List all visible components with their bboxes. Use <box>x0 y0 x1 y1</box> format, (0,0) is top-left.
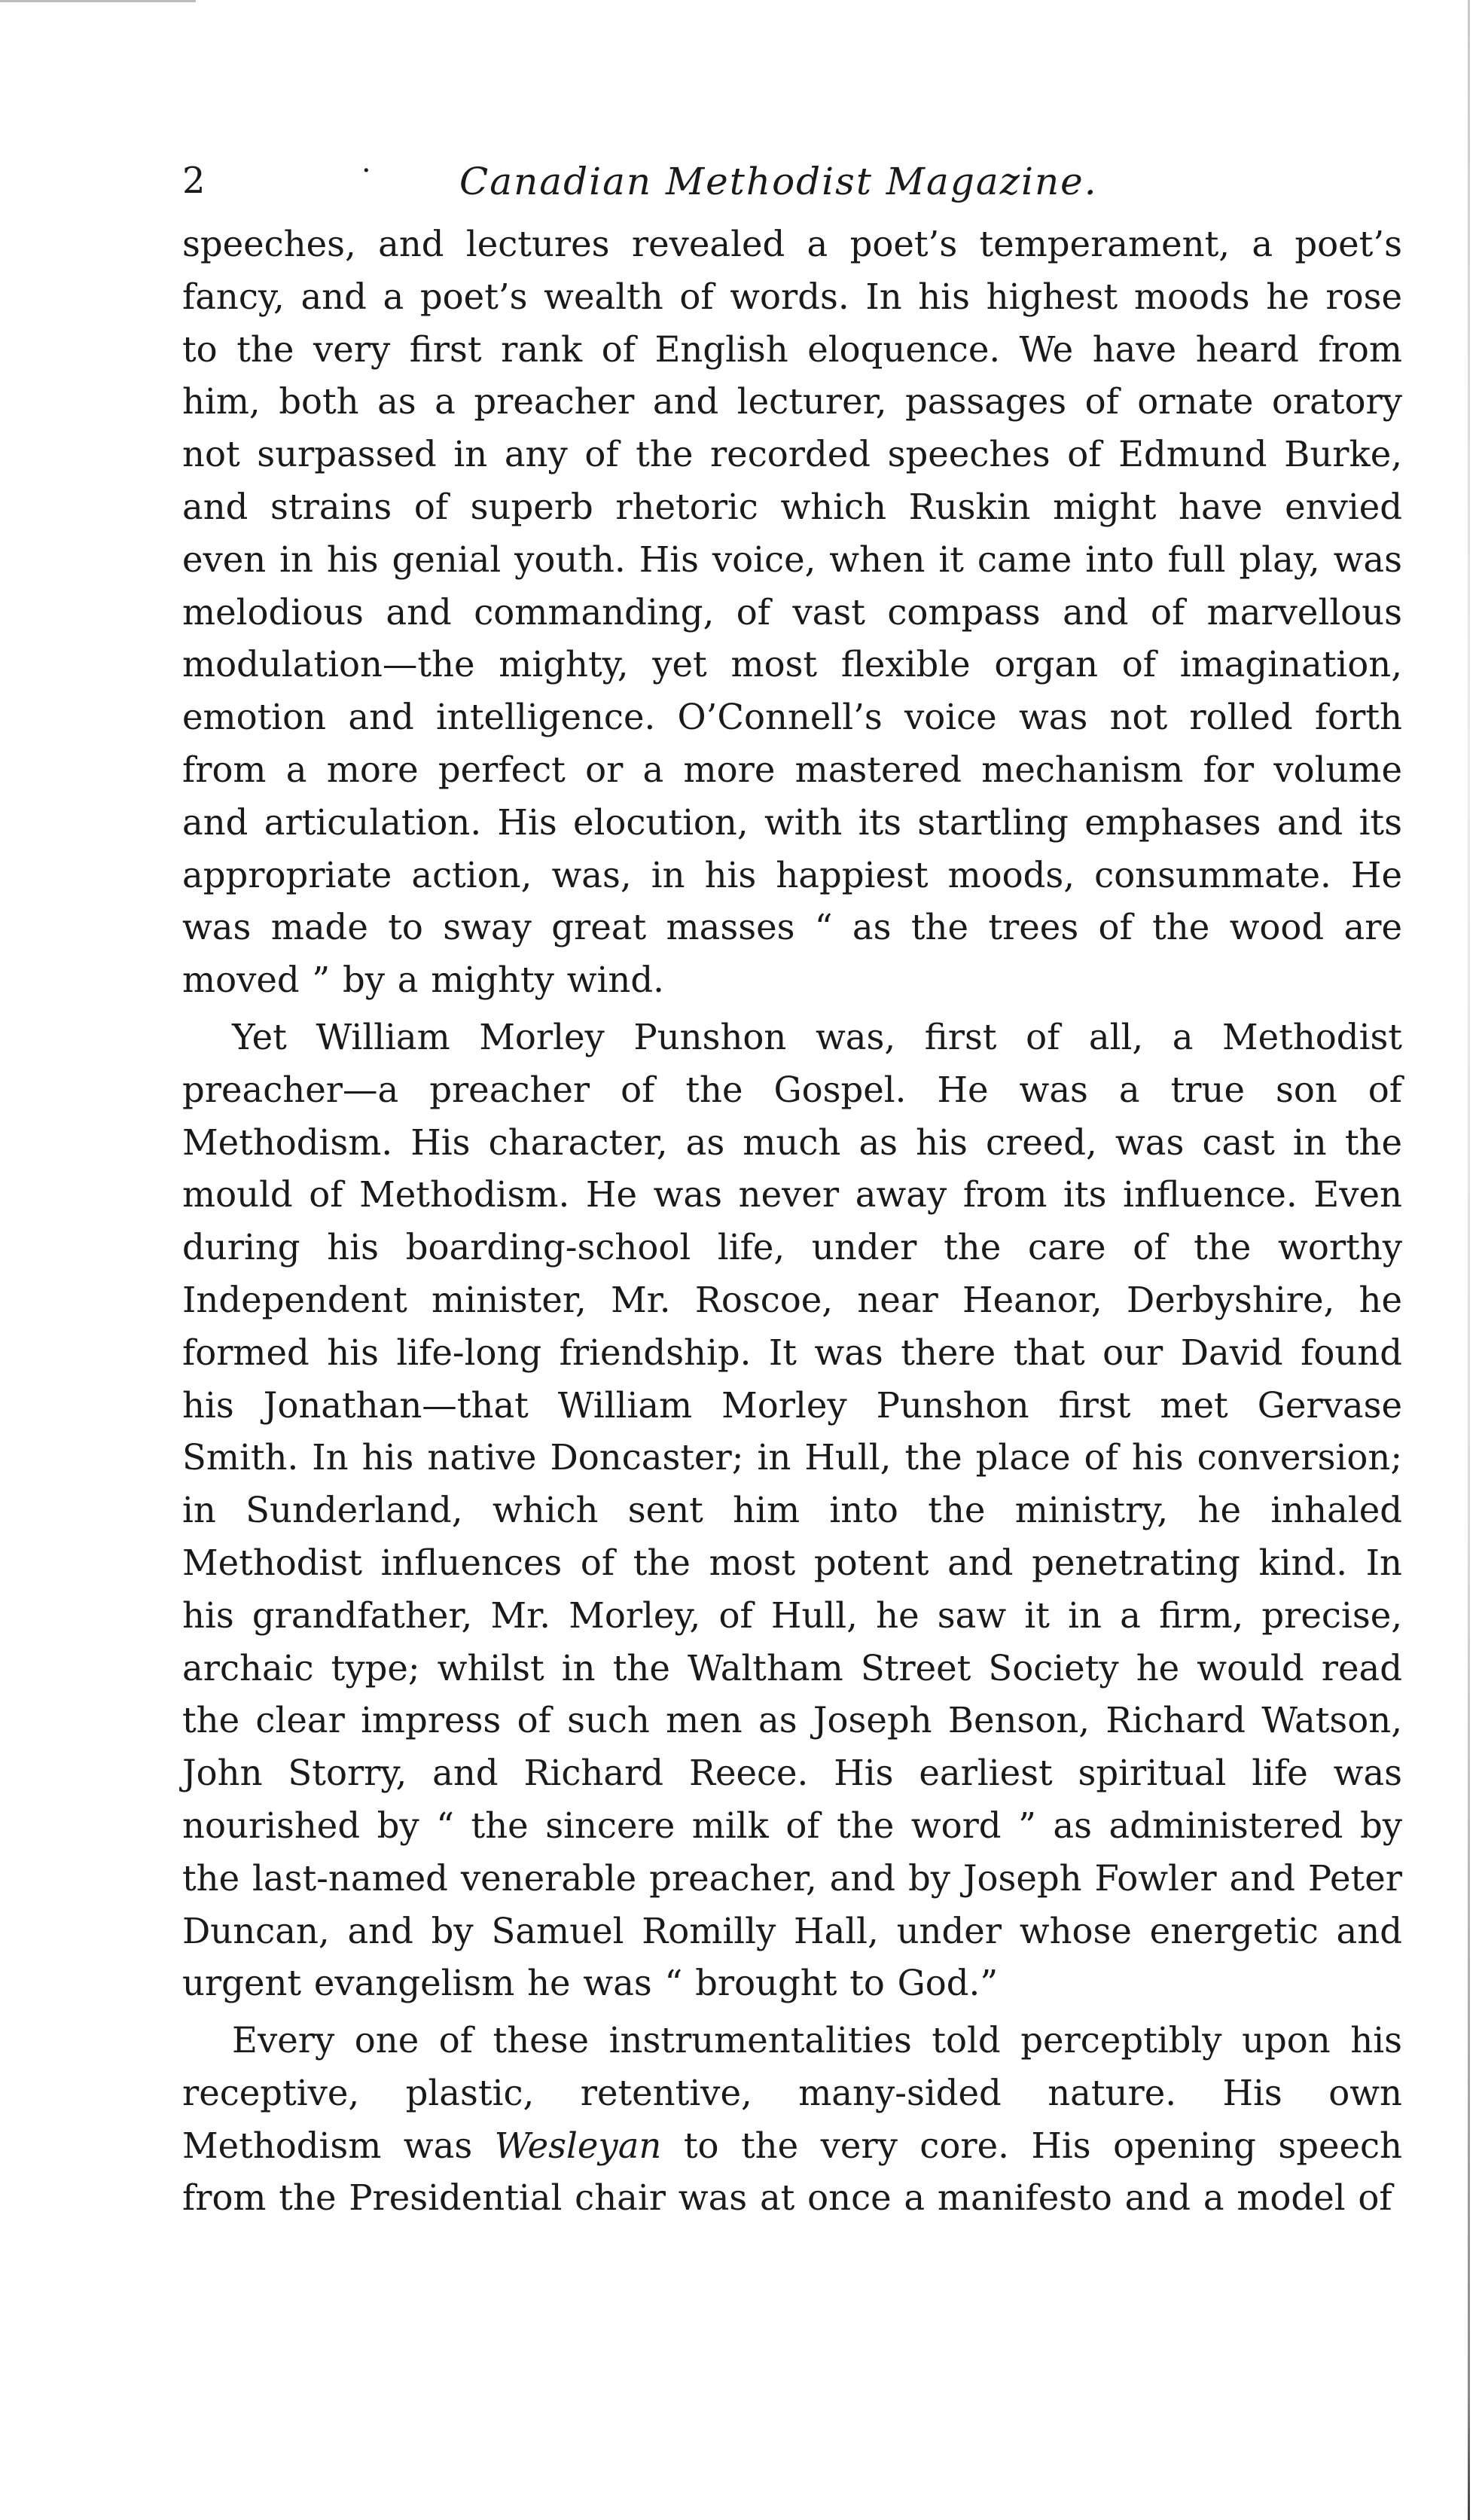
paragraph-text: Yet William Morley Punshon was, first of all, a Methodist preacher—a preacher of the Gospel. He was a true son of Methodism. His character, as much as his creed, was cast in the mould of Methodism. He was never away from its influence. Even during his boarding-school life, under the care of the worthy Independent minister, Mr. Roscoe, near Heanor, Derbyshire, he formed his life-long friendship. It was there that our David found his Jonathan—that William Morley Punshon first met Gervase Smith. In his native Doncaster; in Hull, the place of his conversion; in Sunderland, which sent him into the ministry, he inhaled Methodist influences of the most potent and penetrating kind. In his grandfather, Mr. Morley, of Hull, he saw it in a firm, precise, archaic type; whilst in the Waltham Street Society he would read the clear impress of such men as Joseph Benson, Richard Watson, John Storry, and Richard Reece. His earliest spiritual life was nourished by “ the sincere milk of the word ” as administered by the last-named venerable preacher, and by Joseph Fowler and Peter Duncan, and by Samuel Romilly Hall, under whose energetic and urgent evangelism he was “ brought to God.” <box>182 1016 1402 2004</box>
running-head <box>182 151 1402 218</box>
scan-artifact-edge <box>1468 0 1470 2520</box>
paragraph-text: speeches, and lectures revealed a poet’s temperament, a poet’s fancy, and a poet’s wealth of words. In his highest moods he rose to the very first rank of English eloquence. We have heard from him, both as a preacher and lecturer, passages of ornate oratory not surpassed in any of the recorded speeches of Edmund Burke, and strains of superb rhetoric which Ruskin might have envied even in his genial youth. His voice, when it came into full play, was melodious and commanding, of vast compass and of marvellous modulation—the mighty, yet most flexible organ of imagination, emotion and intelligence. O’Connell’s voice was not rolled forth from a more perfect or a more mastered mechanism for volume and articulation. His elocution, with its startling emphases and its appropriate action, was, in his happiest moods, consummate. He was made to sway great masses “ as the trees of the wood are moved ” by a mighty wind. <box>182 224 1402 1001</box>
running-head-separator: · <box>361 154 371 188</box>
scan-artifact-top <box>0 0 196 2</box>
paragraph-text <box>182 2015 1402 2225</box>
article-body <box>182 218 1402 2225</box>
paragraph-punshon-methodist <box>182 1011 1402 2010</box>
journal-title: Canadian Methodist Magazine. <box>459 160 1098 203</box>
paragraph-text-end: to the very core. His opening speech from the Presidential chair was at once a manifesto and a model of <box>182 2125 1402 2219</box>
italic-wesleyan: Wesleyan <box>494 2125 662 2166</box>
paragraph-instrumentalities <box>182 2015 1402 2225</box>
page-number: 2 <box>182 160 206 202</box>
page <box>182 151 1402 2229</box>
paragraph-continued <box>182 218 1402 1007</box>
paragraph-text-start: Every one of these instrumentalities told perceptibly upon his receptive, plastic, retentive, many-sided nature. His own Methodism was <box>182 2020 1402 2166</box>
